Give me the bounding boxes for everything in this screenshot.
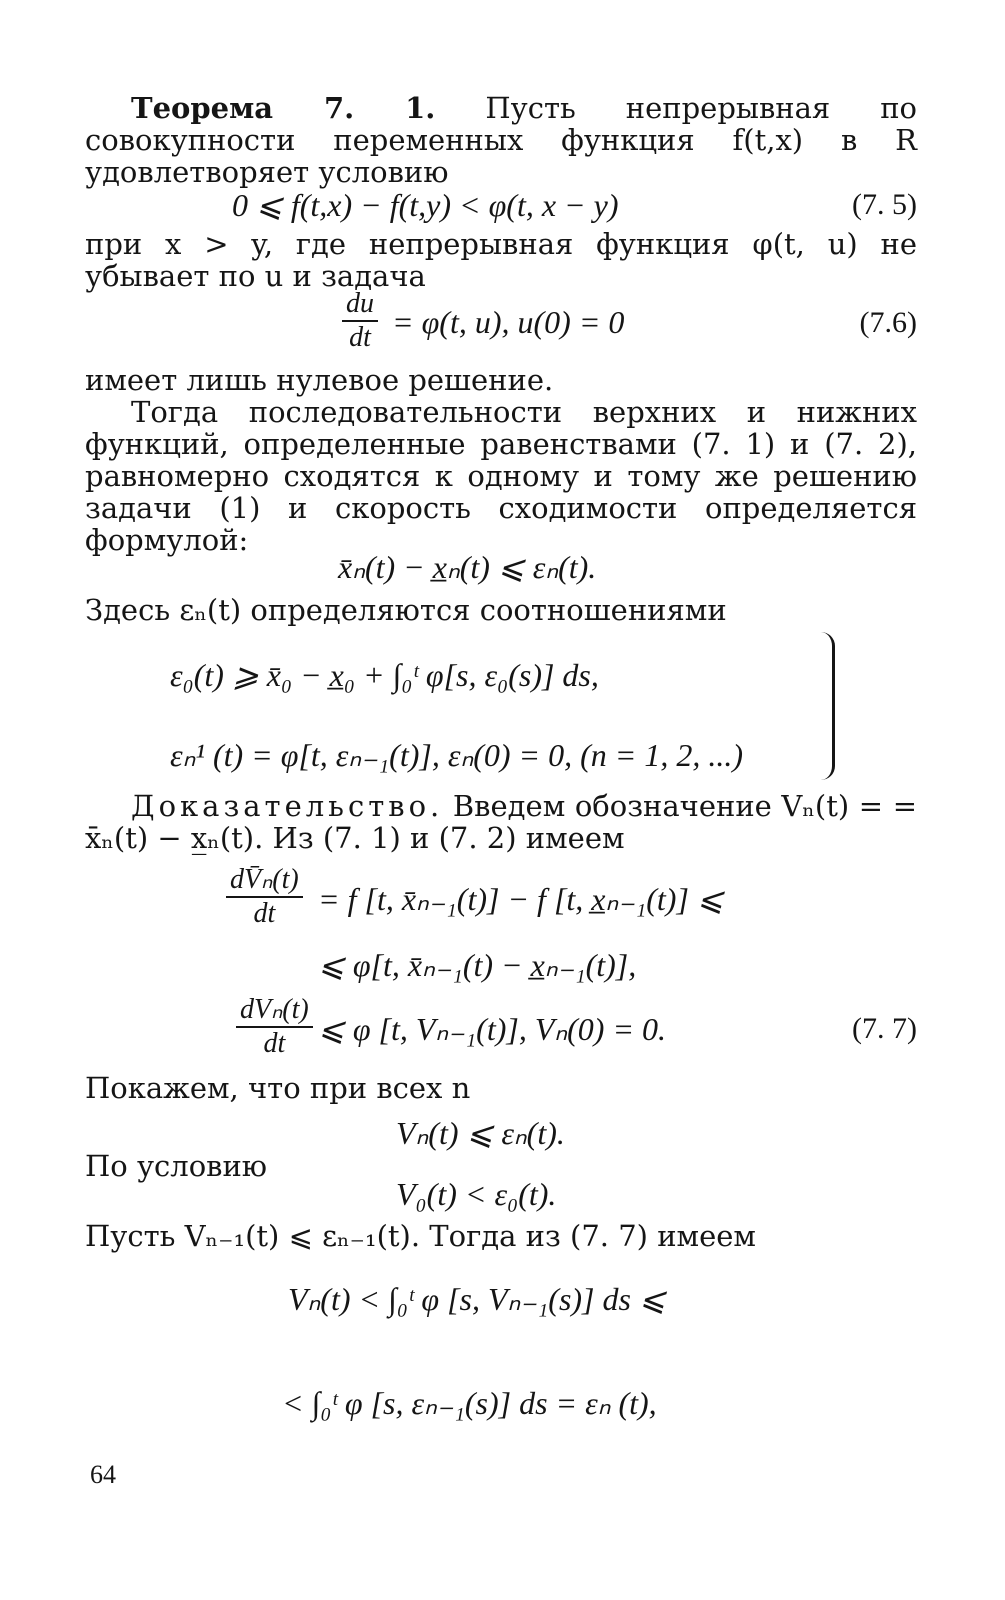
convergence-formula: x̄ₙ(t) − x̲ₙ(t) ⩽ εₙ(t). (338, 549, 597, 585)
here-text: Здесь εₙ(t) определяются соотношениями (85, 593, 727, 627)
fraction-numerator: du (342, 288, 378, 322)
by-condition-text: По условию (85, 1149, 268, 1183)
fraction-dVn-dt (226, 862, 303, 930)
inequality-line-2: < ∫₀ᵗ φ [s, εₙ₋₁(s)] ds = εₙ (t), (282, 1385, 657, 1421)
system-line-1: ε₀(t) ⩾ x̄₀ − x̲₀ + ∫₀ᵗ φ[s, ε₀(s)] ds, (170, 657, 599, 693)
fraction-denominator: dt (349, 322, 371, 353)
formula-7-7: ⩽ φ [t, Vₙ₋₁(t)], Vₙ(0) = 0. (318, 1011, 667, 1047)
fraction-dVn-dt-2 (236, 992, 313, 1060)
proof-heading: Доказательство. (131, 789, 444, 823)
fraction-denominator: dt (253, 898, 276, 929)
by-condition-formula: V₀(t) < ε₀(t). (396, 1176, 557, 1212)
formula-7-6: = φ(t, u), u(0) = 0 (392, 304, 625, 340)
fraction-numerator: dVₙ(t) (236, 992, 313, 1028)
theorem-paragraph (85, 92, 917, 188)
theorem-text: Пусть непрерывная по совокупности переменных функция f(t,x) в R удовлетворяет условию (85, 91, 918, 189)
conclusion-paragraph: Тогда последовательности верхних и нижних функций, определенные равенствами (7. 1) и (7. 2), равномерно сходятся к одному и тому же решению задачи (1) и скорость сходимости определяется формулой: (85, 395, 917, 557)
derivative-formula: = f [t, x̄ₙ₋₁(t)] − f [t, x̲ₙ₋₁(t)] ⩽ (318, 881, 724, 917)
equation-number-7-6: (7.6) (859, 306, 917, 339)
show-formula: Vₙ(t) ⩽ εₙ(t). (396, 1115, 565, 1151)
zero-solution-text: имеет лишь нулевое решение. (85, 363, 554, 397)
derivative-formula-continued: ⩽ φ[t, x̄ₙ₋₁(t) − x̲ₙ₋₁(t)], (318, 947, 637, 983)
page-number: 64 (90, 1460, 116, 1489)
condition-text: при x > y, где непрерывная функция φ(t, u) не убывает по u и задача (85, 227, 917, 293)
equation-number-7-7: (7. 7) (852, 1012, 917, 1045)
induction-text: Пусть Vₙ₋₁(t) ⩽ εₙ₋₁(t). Тогда из (7. 7) имеем (85, 1219, 756, 1253)
fraction-denominator: dt (263, 1028, 286, 1059)
proof-text: Введем обозначение Vₙ(t) = = x̄ₙ(t) − x̲ₙ(t). Из (7. 1) и (7. 2) имеем (85, 789, 917, 855)
show-text: Покажем, что при всех n (85, 1071, 471, 1105)
equation-number-7-5: (7. 5) (852, 188, 917, 221)
fraction-numerator: dV̄ₙ(t) (226, 862, 303, 898)
fraction-du-dt (342, 288, 378, 354)
inequality-line-1: Vₙ(t) < ∫₀ᵗ φ [s, Vₙ₋₁(s)] ds ⩽ (288, 1281, 666, 1317)
proof-paragraph (85, 790, 917, 854)
formula-7-5: 0 ⩽ f(t,x) − f(t,y) < φ(t, x − y) (232, 187, 619, 223)
system-line-2: εₙ¹ (t) = φ[t, εₙ₋₁(t)], εₙ(0) = 0, (n = 1, 2, ...) (170, 737, 743, 773)
system-right-brace (818, 632, 835, 780)
theorem-heading: Теорема 7. 1. (131, 91, 436, 125)
